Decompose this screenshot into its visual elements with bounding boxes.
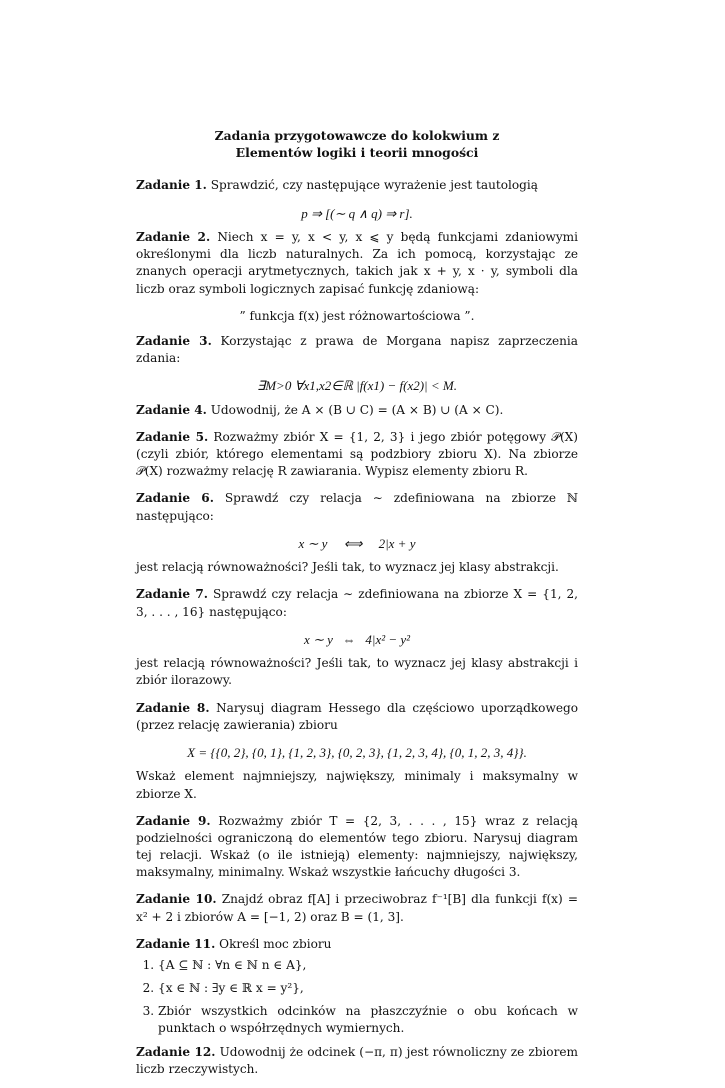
- task-1: [136, 177, 578, 194]
- list-item: 1. {A ⊆ ℕ : ∀n ∈ ℕ n ∈ A},: [158, 957, 578, 974]
- task-8: [136, 700, 578, 734]
- task-3-formula: ∃M>0 ∀x1,x2∈ℝ |f(x1) − f(x2)| < M.: [257, 378, 457, 394]
- task-6: [136, 490, 578, 524]
- task-2: [136, 229, 578, 298]
- task-8-formula: X = {{0, 2}, {0, 1}, {1, 2, 3}, {0, 2, 3}, {1, 2, 3, 4}, {0, 1, 2, 3, 4}}.: [187, 744, 527, 760]
- task-6-after: jest relacją równoważności? Jeśli tak, to wyznacz jej klasy abstrakcji.: [136, 560, 559, 575]
- task-8-after: Wskaż element najmniejszy, największy, minimaly i maksymalny w zbiorze X.: [136, 769, 578, 801]
- document-page: [136, 128, 578, 1088]
- task-7-after: jest relacją równoważności? Jeśli tak, to wyznacz jej klasy abstrakcji i zbiór ilorazowy.: [136, 656, 578, 688]
- list-item: 2. {x ∈ ℕ : ∃y ∈ ℝ x = y²},: [158, 980, 578, 997]
- task-label: Zadanie 3.: [136, 333, 212, 348]
- task-label: Zadanie 5.: [136, 429, 209, 444]
- task-label: Zadanie 4.: [136, 402, 207, 417]
- title-line-2: Elementów logiki i teorii mnogości: [235, 144, 479, 160]
- task-text: Korzystając z prawa de Morgana napisz zaprzeczenia zdania:: [136, 333, 578, 366]
- task-text: Niech x = y, x < y, x ⩽ y będą funkcjami zdaniowymi określonymi dla liczb naturalnych. Za ich pomocą, korzystając ze znanych operacji arytmetycznych, takich jak x + y, x · y, symboli dla liczb oraz symboli logicznych zapisać funkcję zdaniową:: [136, 230, 578, 296]
- task-text: Narysuj diagram Hessego dla częściowo uporządkowego (przez relację zawierania) zbioru: [136, 700, 578, 732]
- task-label: Zadanie 8.: [136, 700, 210, 715]
- task-text: Określ moc zbioru: [219, 936, 332, 951]
- task-12: [136, 1044, 578, 1078]
- task-label: Zadanie 11.: [136, 936, 216, 951]
- task-5: [136, 429, 578, 481]
- task-9: [136, 813, 578, 882]
- task-text: Sprawdź czy relacja ∼ zdefiniowana na zbiorze ℕ następująco:: [136, 491, 578, 523]
- task-3: [136, 333, 578, 367]
- task-label: Zadanie 12.: [136, 1044, 216, 1059]
- task-label: Zadanie 7.: [136, 587, 209, 602]
- task-4: [136, 402, 578, 419]
- task-text: Znajdź obraz f[A] i przeciwobraz f⁻¹[B] dla funkcji f(x) = x² + 2 i zbiorów A = [−1, 2) oraz B = (1, 3].: [136, 892, 578, 924]
- task-label: Zadanie 6.: [136, 491, 214, 506]
- task-11: [136, 936, 578, 953]
- task-label: Zadanie 9.: [136, 813, 211, 828]
- task-11-list: [136, 957, 578, 1038]
- task-text: Sprawdź czy relacja ∼ zdefiniowana na zbiorze X = {1, 2, 3, . . . , 16} następująco:: [136, 587, 578, 619]
- task-6-formula: x ∼ y ⟺ 2|x + y: [298, 535, 416, 551]
- task-label: Zadanie 1.: [136, 178, 207, 193]
- task-label: Zadanie 10.: [136, 892, 217, 907]
- task-text: Udowodnij że odcinek (−π, π) jest równoliczny ze zbiorem liczb rzeczywistych.: [136, 1044, 578, 1076]
- task-text: Rozważmy zbiór X = {1, 2, 3} i jego zbiór potęgowy 𝒫(X) (czyli zbiór, którego elementami są podzbiory zbioru X). Na zbiorze 𝒫(X) rozważmy relację R zawiarania. Wypisz elementy zbioru R.: [136, 429, 578, 479]
- document-title: [136, 128, 578, 161]
- task-text: Rozważmy zbiór T = {2, 3, . . . , 15} wraz z relacją podzielności ograniczoną do elementów tego zbioru. Narysuj diagram tej relacji. Wskaż (o ile istnieją) elementy: najmniejszy, największy, maksymalny, minimalny. Wskaż wszystkie łańcuchy długości 3.: [136, 813, 578, 880]
- task-1-formula: p ⇒ [(∼ q ∧ q) ⇒ r].: [301, 205, 413, 221]
- task-2-quote: ” funkcja f(x) jest różnowartościowa ”.: [239, 308, 475, 323]
- task-text: Udowodnij, że A × (B ∪ C) = (A × B) ∪ (A × C).: [210, 402, 504, 417]
- task-label: Zadanie 2.: [136, 230, 211, 245]
- task-7: [136, 586, 578, 620]
- task-text: Sprawdzić, czy następujące wyrażenie jest tautologią: [210, 178, 539, 193]
- list-item: 3. Zbiór wszystkich odcinków na płaszczyźnie o obu końcach w punktach o współrzędnych wymiernych.: [158, 1003, 578, 1037]
- title-line-1: Zadania przygotowawcze do kolokwium z: [214, 128, 500, 143]
- task-7-formula: x ∼ y ⇔ 4|x² − y²: [303, 631, 411, 647]
- task-10: [136, 891, 578, 925]
